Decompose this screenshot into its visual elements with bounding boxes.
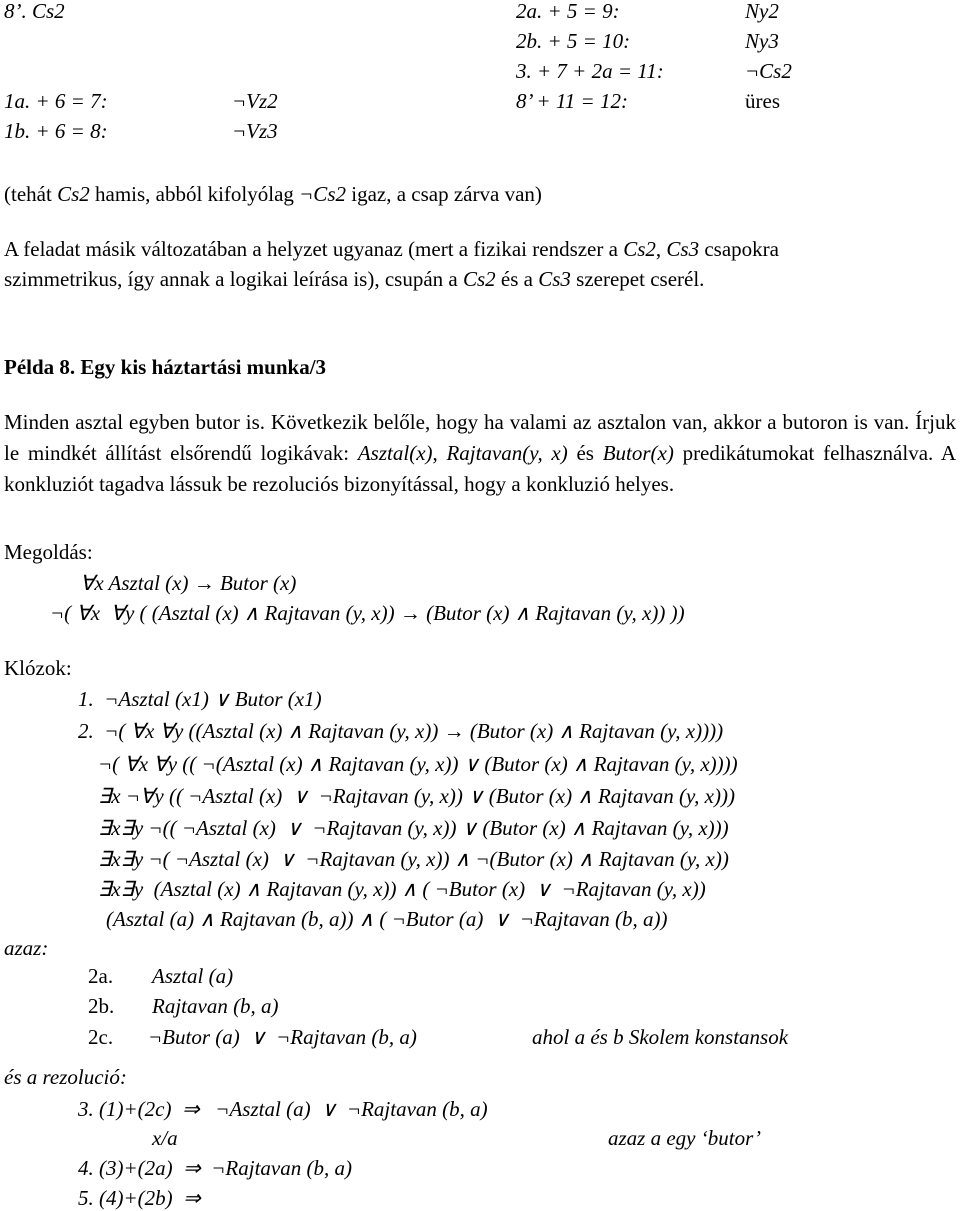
- example-paragraph: Minden asztal egyben butor is. Következik belőle, hogy ha valami az asztalon van, akkor a butoron is van. Írjuk le mindkét állítást elsőrendű logikávak: Asztal(x), Rajtavan(y, x) és Butor(x) predikátumokat felhasználva. A konkluziót tagadva lássuk be rezoluciós bizonyítással, hogy a konkluzió helyes.: [4, 410, 956, 496]
- result-3: ¬Cs2: [745, 59, 792, 83]
- item-2c-number: 2c.: [88, 1025, 114, 1049]
- result-8prime: üres: [745, 89, 780, 113]
- clause-2-step3: ∃x ¬∀y (( ¬Asztal (x) ∨ ¬Rajtavan (y, x)) ∨ (Butor (x) ∧ Rajtavan (y, x))): [98, 784, 735, 808]
- item-2a-text: Asztal (a): [152, 964, 234, 988]
- skolem-note: ahol a és b Skolem konstansok: [532, 1025, 789, 1049]
- item-2a-number: 2a.: [88, 964, 114, 988]
- clauses-label: Klózok:: [4, 656, 72, 680]
- clause-2-step7: (Asztal (a) ∧ Rajtavan (b, a)) ∧ ( ¬Butor (a) ∨ ¬Rajtavan (b, a)): [106, 907, 668, 931]
- clause-2-step4: ∃x∃y ¬(( ¬Asztal (x) ∨ ¬Rajtavan (y, x)) ∨ (Butor (x) ∧ Rajtavan (y, x))): [98, 816, 729, 840]
- result-1a: ¬Vz2: [232, 89, 278, 113]
- equation-1a: 1a. + 6 = 7:: [4, 89, 108, 113]
- equation-1b: 1b. + 6 = 8:: [4, 119, 108, 143]
- item-2c-text: ¬Butor (a) ∨ ¬Rajtavan (b, a): [148, 1025, 417, 1049]
- clause-2-step6: ∃x∃y (Asztal (x) ∧ Rajtavan (y, x)) ∧ ( ¬Butor (x) ∨ ¬Rajtavan (y, x)): [98, 877, 706, 901]
- resolution-label: és a rezolució:: [4, 1065, 127, 1089]
- conclusion-line: (tehát Cs2 hamis, abból kifolyólag ¬Cs2 igaz, a csap zárva van): [4, 182, 542, 206]
- result-1b: ¬Vz3: [232, 119, 278, 143]
- equation-8prime: 8’ + 11 = 12:: [516, 89, 628, 113]
- resolution-step-3: 3. (1)+(2c) ⇒ ¬Asztal (a) ∨ ¬Rajtavan (b, a): [78, 1097, 488, 1121]
- clause-1: 1. ¬Asztal (x1) ∨ Butor (x1): [78, 687, 322, 711]
- equation-3: 3. + 7 + 2a = 11:: [516, 59, 664, 83]
- clause-2-step1: 2. ¬( ∀x ∀y ((Asztal (x) ∧ Rajtavan (y, x)) → (Butor (x) ∧ Rajtavan (y, x)))): [78, 719, 724, 743]
- example-title: Példa 8. Egy kis háztartási munka/3: [4, 355, 327, 379]
- formula-negated-conclusion: ¬( ∀x ∀y ( (Asztal (x) ∧ Rajtavan (y, x)) → (Butor (x) ∧ Rajtavan (y, x)) )): [50, 601, 685, 625]
- clause-2-step2: ¬( ∀x ∀y (( ¬(Asztal (x) ∧ Rajtavan (y, x)) ∨ (Butor (x) ∧ Rajtavan (y, x)))): [98, 752, 738, 776]
- clause-2-step5: ∃x∃y ¬( ¬Asztal (x) ∨ ¬Rajtavan (y, x)) ∧ ¬(Butor (x) ∧ Rajtavan (y, x)): [98, 847, 729, 871]
- result-2a: Ny2: [745, 0, 779, 23]
- result-2b: Ny3: [745, 29, 779, 53]
- item-2b-text: Rajtavan (b, a): [152, 994, 279, 1018]
- resolution-step-5: 5. (4)+(2b) ⇒: [78, 1186, 201, 1210]
- equation-2b: 2b. + 5 = 10:: [516, 29, 631, 53]
- solution-label: Megoldás:: [4, 540, 93, 564]
- variant-paragraph-line2: szimmetrikus, így annak a logikai leírása is), csupán a Cs2 és a Cs3 szerepet cserél.: [4, 267, 705, 291]
- resolution-step-4: 4. (3)+(2a) ⇒ ¬Rajtavan (b, a): [78, 1156, 352, 1180]
- resolution-note: azaz a egy ‘butor’: [608, 1126, 762, 1150]
- equation-2a: 2a. + 5 = 9:: [516, 0, 620, 23]
- formula-premise: ∀x Asztal (x) → Butor (x): [80, 571, 297, 595]
- item-2b-number: 2b.: [88, 994, 115, 1018]
- resolution-substitution: x/a: [152, 1126, 178, 1150]
- azaz-label: azaz:: [4, 936, 49, 960]
- variant-paragraph-line1: A feladat másik változatában a helyzet ugyanaz (mert a fizikai rendszer a Cs2, Cs3 csapokra: [4, 237, 779, 261]
- case-label-8prime: 8’. Cs2: [4, 0, 65, 23]
